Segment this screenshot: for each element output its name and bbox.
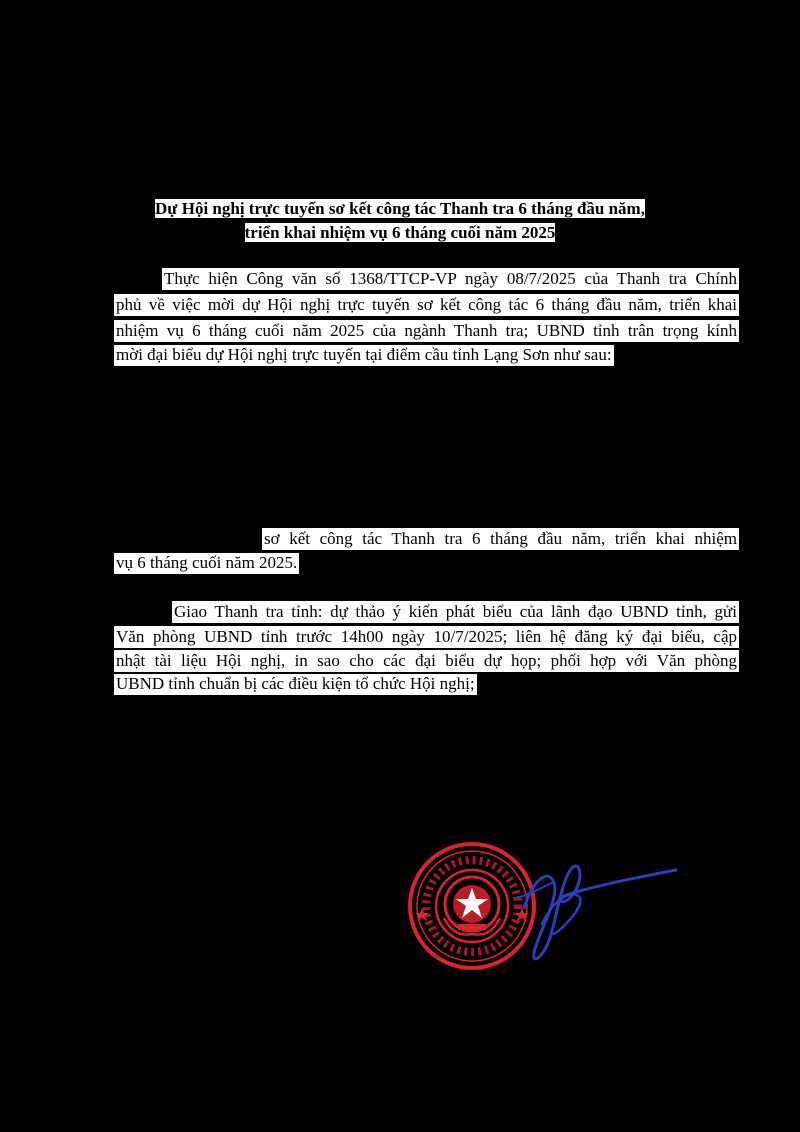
paragraph-3-text-1: Giao Thanh tra tỉnh: dự thảo ý kiến phát biểu của lãnh đạo UBND tỉnh, gửi <box>174 602 737 621</box>
document-title-text-2: triển khai nhiệm vụ 6 tháng cuối năm 2025 <box>244 223 556 242</box>
seal-signature-area <box>404 838 684 988</box>
paragraph-3-line-4 <box>114 673 477 695</box>
paragraph-2-line-2 <box>114 552 299 574</box>
paragraph-3-text-3: nhật tài liệu Hội nghị, in sao cho các đại biểu dự họp; phối hợp với Văn phòng <box>116 651 737 670</box>
document-title-line-1 <box>0 198 800 220</box>
paragraph-1-text-1: Thực hiện Công văn số 1368/TTCP-VP ngày 08/7/2025 của Thanh tra Chính <box>164 269 737 288</box>
paragraph-1-line-3 <box>114 320 739 342</box>
paragraph-1-text-2: phủ về việc mời dự Hội nghị trực tuyến sơ kết công tác 6 tháng đầu năm, triển khai <box>116 295 737 314</box>
paragraph-3-line-3 <box>114 650 739 672</box>
paragraph-3-text-2: Văn phòng UBND tỉnh trước 14h00 ngày 10/7/2025; liên hệ đăng ký đại biểu, cập <box>116 627 737 646</box>
paragraph-3-line-2 <box>114 626 739 648</box>
paragraph-1-text-3: nhiệm vụ 6 tháng cuối năm 2025 của ngành Thanh tra; UBND tỉnh trân trọng kính <box>116 321 737 340</box>
paragraph-1-line-1 <box>162 268 739 290</box>
document-title-text-1: Dự Hội nghị trực tuyến sơ kết công tác Thanh tra 6 tháng đầu năm, <box>155 199 645 218</box>
paragraph-2-text-1: sơ kết công tác Thanh tra 6 tháng đầu năm, triển khai nhiệm <box>264 529 737 548</box>
paragraph-1-line-4 <box>114 344 614 366</box>
paragraph-2-text-2: vụ 6 tháng cuối năm 2025. <box>116 553 298 572</box>
paragraph-3-line-1 <box>172 601 739 623</box>
paragraph-1-line-2 <box>114 294 739 316</box>
paragraph-1-text-4: mời đại biểu dự Hội nghị trực tuyến tại điểm cầu tỉnh Lạng Sơn như sau: <box>116 345 612 364</box>
document-title-line-2 <box>0 222 800 244</box>
signature-icon <box>404 838 684 988</box>
paragraph-2-line-1 <box>262 528 739 550</box>
paragraph-3-text-4: UBND tỉnh chuẩn bị các điều kiện tổ chức Hội nghị; <box>116 674 475 693</box>
